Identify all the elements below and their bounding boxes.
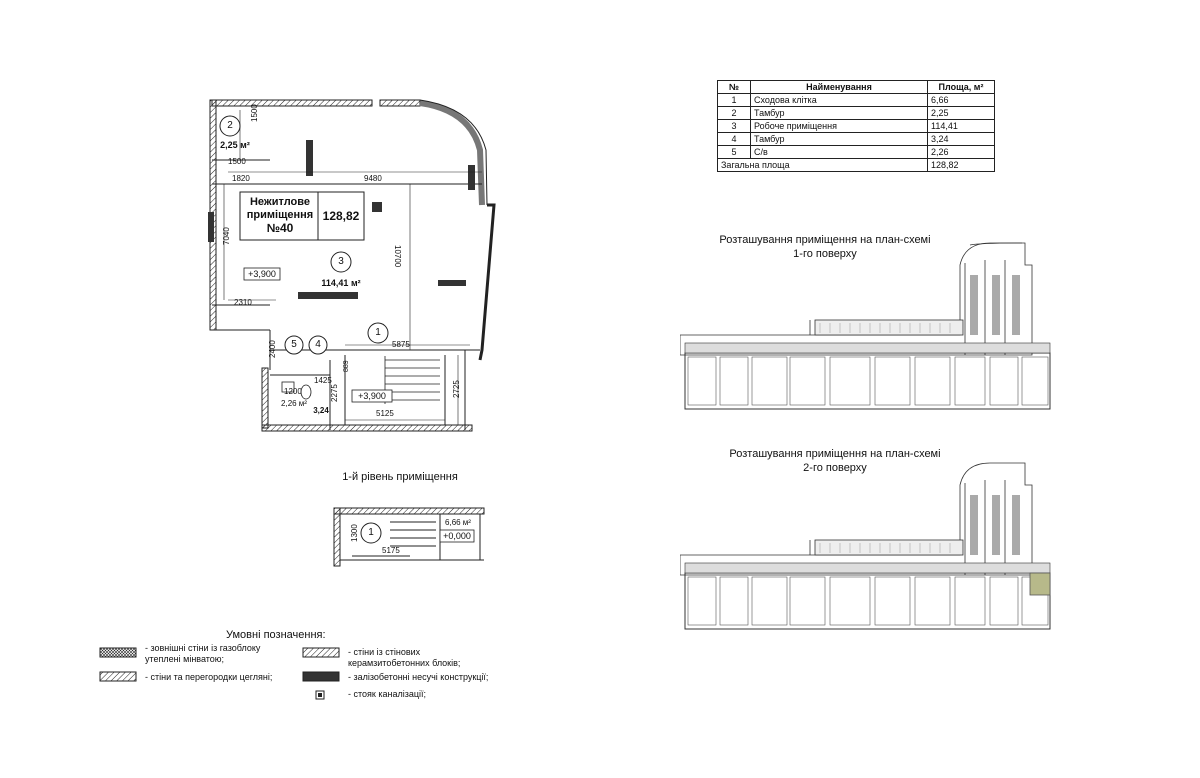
- total-value: 128,82: [928, 159, 995, 172]
- room-3-area: 114,41 м²: [321, 278, 361, 288]
- legend-item-concrete: - залізобетонні несучі конструкції;: [348, 672, 489, 682]
- cell-area: 114,41: [928, 120, 995, 133]
- level-mark-lower: +0,000: [443, 531, 471, 541]
- table-row: [718, 146, 995, 159]
- dim-1500-vert: 1500: [250, 104, 259, 122]
- room-2-number: 2: [227, 120, 233, 131]
- plan1-caption: Розташування приміщення на план-схемі 1-го поверху: [719, 234, 931, 260]
- dim-5875: 5875: [392, 340, 410, 349]
- table-row: [718, 107, 995, 120]
- room-1-number: 1: [375, 327, 381, 338]
- cell-num: 2: [718, 107, 751, 120]
- legend-item-brick-walls: - стіни та перегородки цегляні;: [145, 672, 273, 682]
- cell-name: Тамбур: [751, 133, 928, 146]
- highlighted-unit: [1030, 573, 1050, 595]
- room-4-number: 4: [315, 339, 321, 350]
- total-label: Загальна площа: [718, 159, 928, 172]
- cell-num: 1: [718, 94, 751, 107]
- dim-1425: 1425: [314, 376, 332, 385]
- legend-title: Умовні позначення:: [226, 629, 326, 641]
- floor-plan-main: [0, 0, 600, 600]
- col-area-header: Площа, м²: [928, 81, 995, 94]
- table-total-row: [718, 159, 995, 172]
- dim-2725: 2725: [452, 380, 461, 398]
- room-3-number: 3: [338, 256, 344, 267]
- cell-area: 3,24: [928, 133, 995, 146]
- cell-name: Робоче приміщення: [751, 120, 928, 133]
- cell-area: 2,26: [928, 146, 995, 159]
- stair-treads: [385, 356, 440, 404]
- legend-item-aerated-walls: - зовнішні стіни із газоблоку утеплені мінватою;: [145, 643, 261, 664]
- col-number-header: №: [718, 81, 751, 94]
- dim-1500: 1500: [228, 157, 246, 166]
- table-row: [718, 120, 995, 133]
- dim-10700: 10700: [393, 245, 402, 268]
- dim-889: 889: [343, 360, 350, 372]
- dim-7040: 7040: [222, 227, 231, 245]
- legend-item-block-walls: - стіни із стінових керамзитобетонних блоків;: [348, 647, 461, 668]
- room-title: Нежитлове приміщення №40: [246, 196, 314, 235]
- room-4-area: 3,24: [313, 406, 329, 415]
- dim-2275: 2275: [330, 384, 339, 402]
- cell-name: С/в: [751, 146, 928, 159]
- cell-num: 4: [718, 133, 751, 146]
- cell-area: 6,66: [928, 94, 995, 107]
- table-row: [718, 133, 995, 146]
- legend-item-sewer-riser: - стояк каналізації;: [348, 689, 426, 699]
- dim-2310: 2310: [234, 298, 252, 307]
- lower-room-1-area: 6,66 м²: [445, 518, 471, 527]
- room-5-number: 5: [291, 339, 297, 350]
- dim-5175: 5175: [382, 546, 400, 555]
- plan2-caption: Розташування приміщення на план-схемі 2-го поверху: [729, 448, 941, 474]
- cell-name: Сходова клітка: [751, 94, 928, 107]
- site-plan-floor-1: [680, 235, 1060, 415]
- level-mark-stair: +3,900: [358, 391, 386, 401]
- cell-num: 5: [718, 146, 751, 159]
- dim-1820: 1820: [232, 174, 250, 183]
- lower-room-1-number: 1: [368, 527, 374, 538]
- col-name-header: Найменування: [751, 81, 928, 94]
- table-row: [718, 94, 995, 107]
- dim-5125: 5125: [376, 409, 394, 418]
- cell-name: Тамбур: [751, 107, 928, 120]
- dim-9480: 9480: [364, 174, 382, 183]
- room-total-area: 128,82: [322, 209, 360, 223]
- area-table: [717, 80, 995, 172]
- site-plan-floor-2: [680, 455, 1060, 635]
- dim-1300: 1300: [350, 524, 359, 542]
- dim-2400: 2400: [268, 340, 277, 358]
- room-2-area: 2,25 м²: [220, 140, 250, 150]
- table-header-row: [718, 81, 995, 94]
- cell-num: 3: [718, 120, 751, 133]
- level-mark-main: +3,900: [248, 269, 276, 279]
- room-5-area: 2,26 м²: [281, 399, 307, 408]
- dim-1200: 1200: [284, 387, 302, 396]
- cell-area: 2,25: [928, 107, 995, 120]
- level-caption: 1-й рівень приміщення: [342, 471, 458, 483]
